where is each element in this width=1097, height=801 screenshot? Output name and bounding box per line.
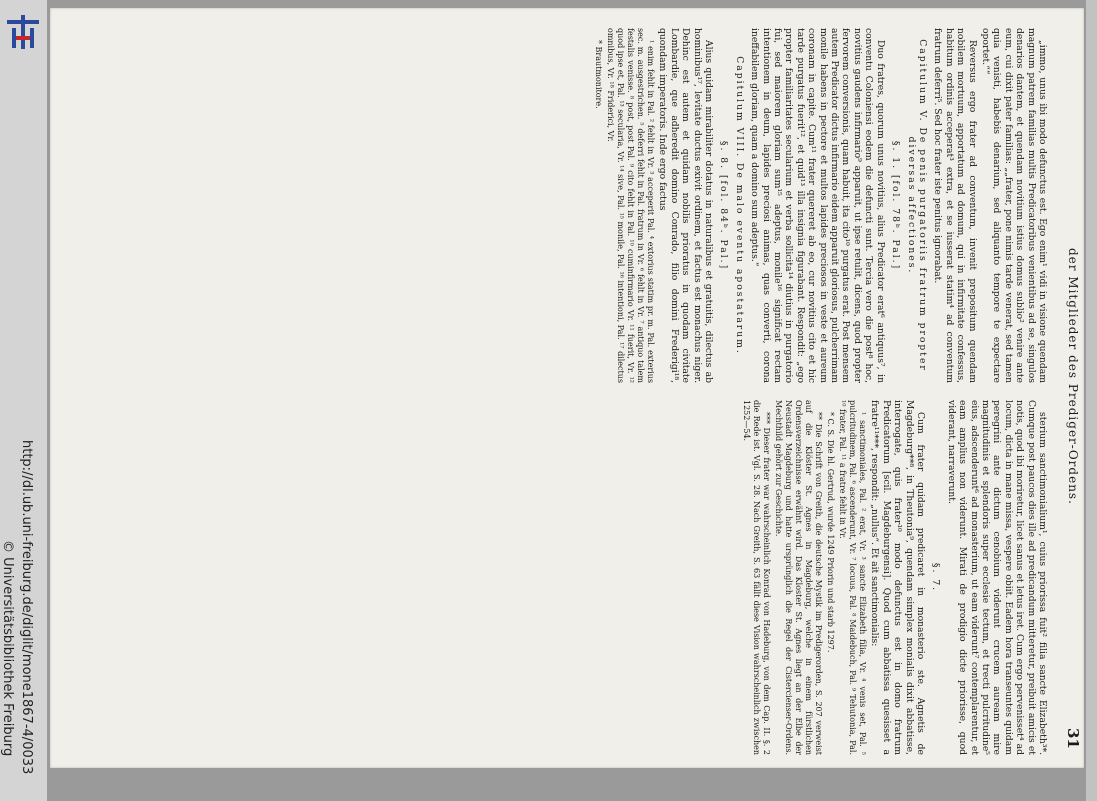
copyright-notice: © Universitätsbibliothek Freiburg	[0, 540, 15, 757]
footnote-triple-star: *** Dieser frater war wahrscheinlich Konrad von Hadeburg, von dem Cap. II. §. 2 die Rede ist. Vgl. S. 28. Nach Greith, S. 63 fällt diese Vision wahrscheinlich zwischen 1252—54.	[741, 400, 771, 755]
footnote-star: * Brautmonitore.	[594, 40, 603, 109]
page-number: 31	[1064, 728, 1082, 749]
chapter-heading: Capitulum VIII. De malo eventu apostatarum.	[733, 56, 745, 355]
paragraph: Cum frater quidam predicaret in monasterio ste. Agnetis de Magdeburg**⁸, in Theutonia⁹, quendam simplex monialis dixit abbatisse, interrogate, quis frater¹⁰ modo defunctus est in domo fratrum Predicatorum [scil. Magdeburgensi]. Quod cum abbatissa quesisset a fratre¹¹***, respondit: „nullus“. Et ait sanctimonialis:	[869, 400, 926, 755]
section-heading: §. 8. [fol. 84ᵇ. Pal.]	[718, 140, 730, 271]
section-heading: §. 7.	[930, 562, 942, 593]
chapter-heading: Capitulum V. De penis purgatoriis fratrum propter diversas affectiones.	[905, 39, 928, 372]
scanned-page	[50, 8, 1084, 768]
viewer-left-sidebar	[0, 0, 47, 801]
running-head: der Mitglieder des Prediger-Ordens.	[1066, 248, 1080, 505]
paragraph: Reversus ergo frater ad conventum, invenit prepositum quendam nobilem mortuum, apportatum ad domum, qui in infirmitate confessus, habitum ordinis acceperat³ extra, et se iusserat statim⁴ ad conventum fratrum deferri⁵. Sed hoc frater iste penitus ignorabat.	[932, 28, 978, 383]
paragraph: Alius quidam mirabiliter dotatus in naturalibus et gratuitis, dilectus ab hominibus¹⁷, levitate ductus exivit ordinem, et factus est monachus niger. Dehinc est autem et quidam nobilis prioratus in quodam civitate Lombardie, que adheredit domino Conrado, filio domini Frederigi¹⁸, quondam imperatoris. Inde ergo factus	[657, 28, 715, 383]
footnotes: ¹ enim fehlt in Pal. ² fehlt in Vr. ³ acceperit Pal. ⁴ extorius statim pr. m. Pal. exterius sec. m. ausgestrichen. ⁵ deferri fehlt in Pal. fratrum in Vr. ⁶ fehlt in Vr. ⁷ antiquo talem festalis venisse. ⁸ post, post Pal. ⁹ cito fehlt in Pal. ¹⁰ cuminfirmario Vr. ¹¹ fuerit, Vr. ¹² quod ipse et, Pal. ¹³ secularia, Vr. ¹⁴ sive, Pal. ¹⁵ monile, Pal. ¹⁶ intentioni, Pal. ¹⁷ dilectus omnibus, Vr. ¹⁸ Friderici, Vr.	[606, 28, 655, 383]
column-left	[591, 28, 1048, 383]
university-logo-icon	[4, 14, 42, 52]
paragraph: „immo, unus ibi modo defunctus est. Ego enim¹ vidi in visione quendam magnum patrem familias multis Predicatoribus venientibus ad se, singulos denarios dantem, et quendam novitium istius domus sublio² venire ante eum, cui dixit pater familias: „„frater, pone nimis tarde venerat, sed tamen quia venisti, habebis denarium, sed aliquanto tempore te expectare oportet.““	[979, 28, 1048, 383]
paragraph: Duo fratres, quorum unus novitius, alius Predicator erat⁶ antiquus⁷, in conventu Coloniensi eodem die defuncti sunt. Tercia vero die post⁸ hoc, novitius gaudens infirmario⁹ apparuit, ut ipse retulit, dicens, quod propter fervorem conversionis, quam habuit, ita cito¹⁰ purgatus erat. Post mensem autem Predicator dictus infirmario eidem apparuit gloriosus, pulcherrimam monile habens in pectore et multos lapides preciosos in veste et aureum coronam in capite. Cum¹¹ frater quereret ab eo, cur novitius cito et hic tarde purgatus fuerit¹², et quid¹³ illa insignia figurabant. Respondit: „ego propter familiaritates secularium et verba sollicita¹⁴ diutius in purgatorio fui, sed maiorem gloriam sum¹⁵ adeptus, monile¹⁶ significat rectam intentionem in deum, lapides preciosi animas, quas converti, corona ineffabilem gloriam, quam a domino sum adeptus.“	[749, 28, 886, 383]
paragraph: sterium sanctimonialium¹, cuius priorissa fuit² filia sancte Elizabeth³*. Cumque post paucos dies ille ad predicandum mitteretur, preibuit amicis et notis, quod ibi moriretur, licet sanus et letus iret. Cum ergo pervenisset⁴ ad locum, dicta in mane missa, vespere obiit. Eadem hora transeuntes quidam peregrini ante dictum cenobium viderunt crucem auream mire magnitudinis et splendoris super ecclesie tectum, et trecti pulcritudine⁵ eius, adscenderunt⁶ ad monasterium, ut eam viderunt⁷ contemplarentur, et eam amplius non viderunt. Mirati de prodigio dicte priorisse, quod viderant, narraverunt.	[945, 400, 1048, 755]
section-heading: §. 1. [fol. 78ᵇ. Pal.]	[890, 140, 902, 271]
footnote-star: * C. S. Die hl. Gertrud, wurde 1249 Priorin und starb 1297.	[825, 412, 835, 653]
footnotes: ¹ sanctimoniales, Pal. ² erat, Vr. ³ sancte Elizabeth filia, Vr. ⁴ venis set, Pal. ⁵ pulcritudinem, Pal. ⁶ ascenderunt, Vr. ⁷ locuus, Pal. ⁸ Maidebuch, Pal. ⁹ Tehutonia, Pal. ¹⁰ frater, Pal. ¹¹ a fratre fehlt in Vr.	[837, 400, 867, 755]
viewer-right-edge	[1086, 0, 1097, 801]
column-right	[739, 400, 1048, 755]
footnote-double-star: ** Die Schrift von Greith, die deutsche Mystik im Predigerorden, S. 207 verweist auf die Klöster St. Agnes in Magdeburg, welche in einem fürstlichen Ordensverzeichnisse erwähnt wird. Das Kloster St. Agnes liegt an der Elbe der Neustadt Magdeburg und hatte ursprünglich die Regel der Cistercienser-Ordens. Mechthild gehört zur Geschichte.	[773, 400, 823, 755]
document-url[interactable]: http://dl.ub.uni-freiburg.de/diglit/mone1867-4/0033	[19, 440, 34, 775]
